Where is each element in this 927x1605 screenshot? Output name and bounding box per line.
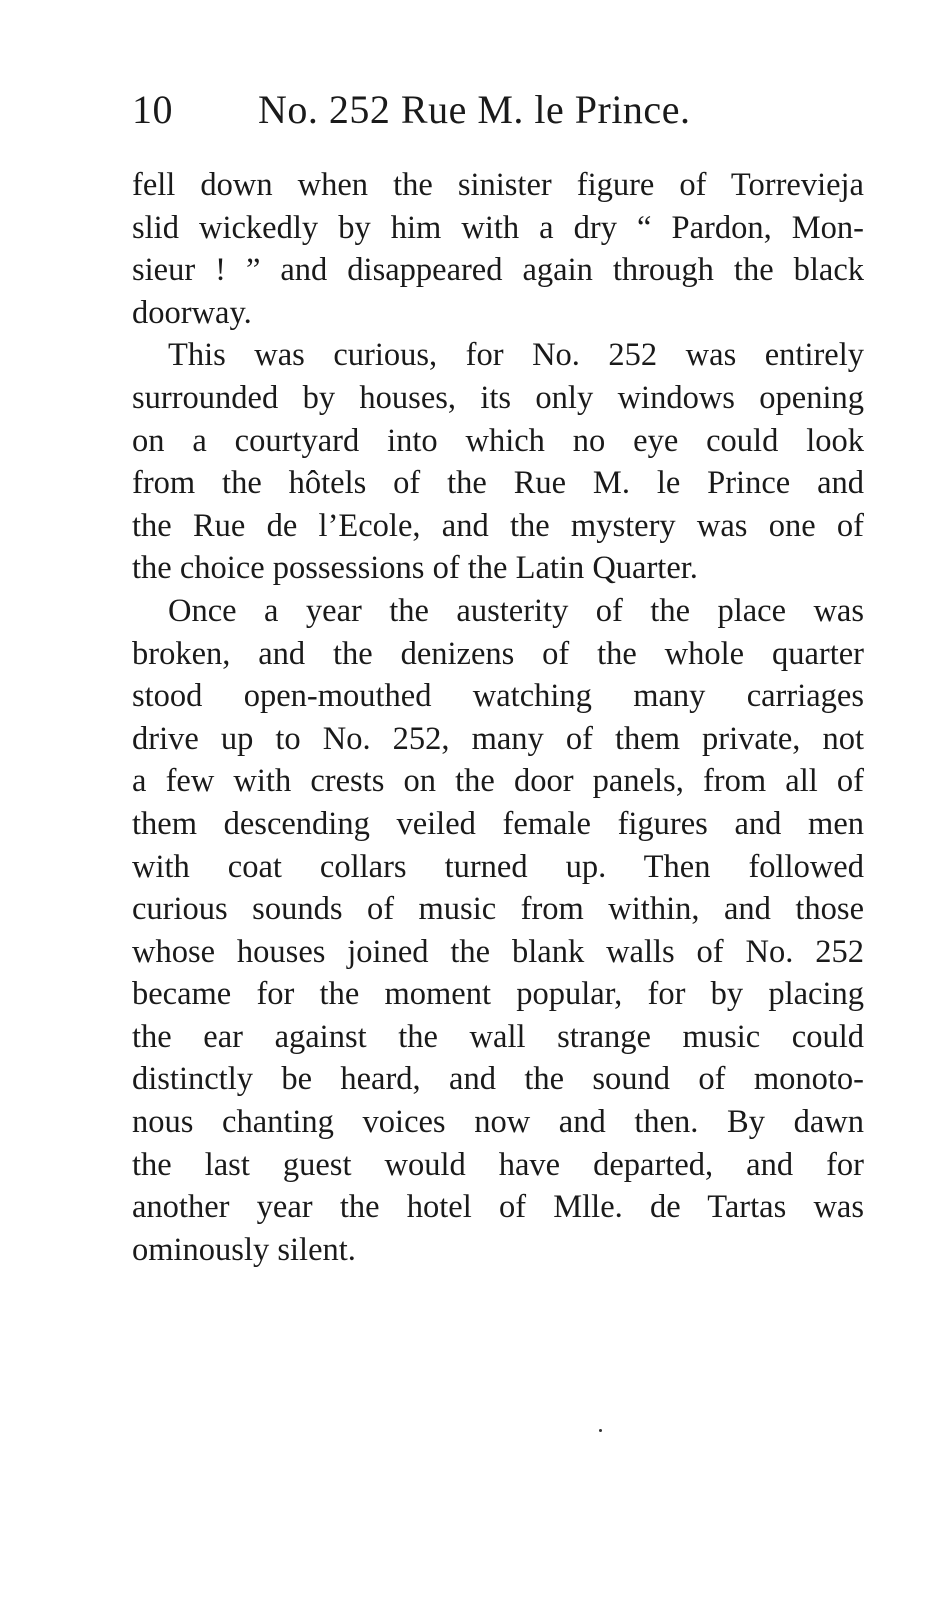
text-line: Once a year the austerity of the place was: [168, 592, 864, 629]
text-line: the Rue de l’Ecole, and the mystery was one of: [132, 507, 864, 544]
text-line: surrounded by houses, its only windows opening: [132, 379, 864, 416]
text-line: from the hôtels of the Rue M. le Prince and: [132, 465, 864, 502]
text-line: This was curious, for No. 252 was entirely: [168, 337, 864, 374]
text-line: on a courtyard into which no eye could look: [132, 422, 864, 459]
text-line: slid wickedly by him with a dry “ Pardon, Mon-: [132, 209, 864, 246]
text-line: fell down when the sinister figure of Torrevieja: [132, 167, 864, 203]
text-line: whose houses joined the blank walls of No. 252: [132, 933, 864, 970]
text-line: distinctly be heard, and the sound of monoto-: [132, 1061, 864, 1098]
running-title: No. 252 Rue M. le Prince.: [258, 87, 691, 132]
text-line: curious sounds of music from within, and those: [132, 891, 864, 928]
paragraph: [132, 590, 864, 1272]
running-head: [132, 80, 872, 140]
body-text: [132, 164, 864, 1271]
text-line: drive up to No. 252, many of them private, not: [132, 720, 864, 757]
text-line: broken, and the denizens of the whole quarter: [132, 635, 864, 672]
text-line: ominously silent.: [132, 1231, 356, 1268]
paragraph: [132, 164, 864, 334]
text-line: the choice possessions of the Latin Quarter.: [132, 550, 698, 587]
text-line: a few with crests on the door panels, from all of: [132, 763, 864, 800]
text-line: them descending veiled female figures and men: [132, 805, 864, 842]
text-line: the last guest would have departed, and for: [132, 1146, 864, 1183]
paragraph: [132, 334, 864, 590]
text-line: another year the hotel of Mlle. de Tartas was: [132, 1189, 864, 1226]
text-line: doorway.: [132, 294, 252, 331]
page-number: 10: [132, 87, 173, 132]
text-line: with coat collars turned up. Then followed: [132, 848, 864, 885]
text-line: became for the moment popular, for by placing: [132, 976, 864, 1013]
text-line: nous chanting voices now and then. By dawn: [132, 1104, 864, 1141]
text-line: the ear against the wall strange music could: [132, 1018, 864, 1055]
ink-speck: [599, 1429, 602, 1432]
text-line: stood open-mouthed watching many carriages: [132, 678, 864, 715]
text-line: sieur ! ” and disappeared again through the black: [132, 252, 864, 289]
